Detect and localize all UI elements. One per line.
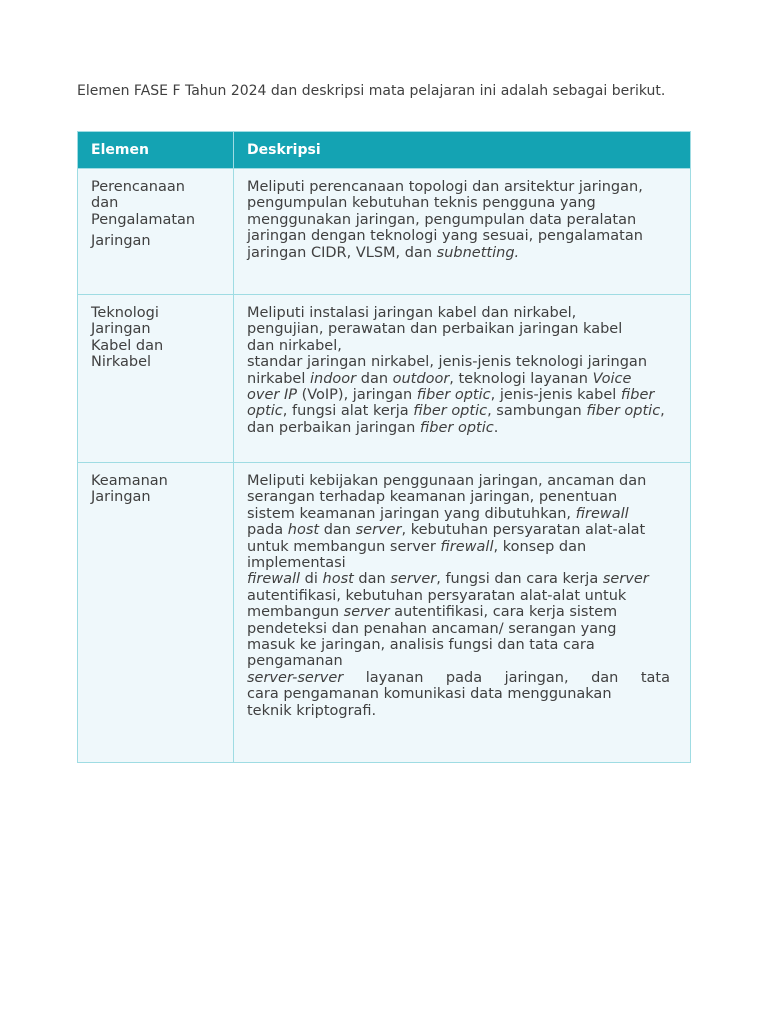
table-header-row — [78, 132, 691, 169]
text-fragment: pada — [247, 522, 288, 539]
italic-term: server — [355, 522, 402, 539]
text-fragment: . — [493, 419, 499, 436]
description-line: Meliputi kebijakan penggunaan jaringan, ancaman dan — [247, 473, 647, 489]
text-fragment: , fungsi alat kerja — [282, 403, 414, 420]
text-fragment: untuk membangun server — [247, 538, 441, 555]
element-name-line: Jaringan — [91, 321, 151, 338]
description-line: pengujian, perawatan dan perbaikan jaringan kabel — [247, 321, 623, 338]
description-line — [247, 539, 670, 555]
italic-term: firewall — [575, 505, 629, 522]
italic-term: subnetting. — [436, 244, 520, 261]
italic-term: server — [343, 604, 390, 621]
description-line — [247, 371, 670, 387]
description-line — [247, 387, 670, 403]
description-cell — [234, 463, 691, 763]
italic-term: firewall — [247, 571, 301, 588]
description-line: implementasi — [247, 555, 346, 572]
text-fragment: membangun — [247, 604, 344, 621]
text-fragment: autentifikasi, cara kerja sistem — [389, 604, 618, 621]
italic-term: fiber optic — [419, 419, 494, 436]
elements-table — [77, 131, 691, 763]
text-fragment: dan — [319, 522, 356, 539]
text-fragment: , teknologi layanan — [449, 370, 593, 387]
description-line — [247, 403, 670, 419]
text-fragment: , fungsi dan cara kerja — [436, 571, 603, 588]
description-line: dan nirkabel, — [247, 337, 342, 354]
italic-term: host — [287, 522, 320, 539]
text-fragment: , sambungan — [487, 403, 587, 420]
italic-term: server — [390, 571, 437, 588]
italic-term: fiber optic — [413, 403, 488, 420]
italic-term: server-server — [247, 669, 344, 686]
italic-term: fiber — [620, 387, 655, 404]
description-line — [247, 670, 670, 686]
text-fragment: nirkabel — [247, 370, 310, 387]
table-row — [78, 295, 691, 463]
element-name-line: Pengalamatan — [91, 211, 196, 228]
text-fragment: sistem keamanan jaringan yang dibutuhkan, — [247, 505, 576, 522]
description-line: serangan terhadap keamanan jaringan, penentuan — [247, 489, 618, 506]
element-name-line: Jaringan — [91, 233, 151, 250]
text-fragment: dan perbaikan jaringan — [247, 419, 420, 436]
description-cell — [234, 169, 691, 295]
description-line: teknik kriptografi. — [247, 702, 377, 719]
description-line — [247, 506, 670, 522]
description-line: pengamanan — [247, 653, 343, 670]
element-name-line: Nirkabel — [91, 354, 152, 371]
text-fragment: , jenis-jenis kabel — [490, 387, 621, 404]
description-line — [247, 420, 670, 436]
table-row — [78, 463, 691, 763]
italic-term: optic — [247, 403, 283, 420]
element-name-cell — [78, 169, 234, 295]
description-line: Meliputi instalasi jaringan kabel dan nirkabel, — [247, 305, 577, 321]
italic-term: indoor — [309, 370, 357, 387]
italic-term: outdoor — [392, 370, 450, 387]
element-name-line: Perencanaan — [91, 179, 185, 195]
italic-term: fiber optic — [586, 403, 661, 420]
text-fragment: , kebutuhan persyaratan alat-alat — [401, 522, 646, 539]
element-name-line: Jaringan — [91, 489, 151, 506]
description-line — [247, 571, 670, 587]
description-line: cara pengamanan komunikasi data menggunakan — [247, 686, 612, 703]
element-name-line: Keamanan — [91, 473, 168, 489]
description-line: jaringan dengan teknologi yang sesuai, pengalamatan — [247, 228, 643, 245]
description-line — [247, 245, 670, 261]
description-cell — [234, 295, 691, 463]
description-line: masuk ke jaringan, analisis fungsi dan tata cara — [247, 637, 595, 654]
italic-term: fiber optic — [416, 387, 491, 404]
italic-term: firewall — [440, 538, 494, 555]
italic-term: host — [322, 571, 354, 588]
description-line: menggunakan jaringan, pengumpulan data peralatan — [247, 211, 637, 228]
element-name-cell — [78, 463, 234, 763]
italic-term: Voice — [592, 370, 632, 387]
text-fragment: layanan pada jaringan, dan tata — [343, 669, 670, 686]
intro-paragraph: Elemen FASE F Tahun 2024 dan deskripsi mata pelajaran ini adalah sebagai berikut. — [77, 83, 666, 99]
header-deskripsi: Deskripsi — [234, 132, 691, 169]
header-elemen: Elemen — [78, 132, 234, 169]
description-line: Meliputi perencanaan topologi dan arsitektur jaringan, — [247, 179, 643, 195]
element-name-cell — [78, 295, 234, 463]
text-fragment: di — [300, 571, 323, 588]
description-line: standar jaringan nirkabel, jenis-jenis teknologi jaringan — [247, 354, 648, 371]
text-fragment: (VoIP), jaringan — [296, 387, 417, 404]
element-name-line: dan — [91, 195, 119, 212]
description-line — [247, 604, 670, 620]
element-name-line: Kabel dan — [91, 337, 164, 354]
italic-term: over IP — [247, 387, 297, 404]
description-line: autentifikasi, kebutuhan persyaratan alat-alat untuk — [247, 587, 627, 604]
element-name-line: Teknologi — [91, 305, 159, 321]
text-fragment: , — [660, 403, 665, 420]
text-fragment: dan — [353, 571, 391, 588]
text-fragment: jaringan CIDR, VLSM, dan — [247, 244, 437, 261]
table-row — [78, 169, 691, 295]
text-fragment: , konsep dan — [493, 538, 587, 555]
text-fragment: dan — [356, 370, 393, 387]
description-line — [247, 522, 670, 538]
description-line: pengumpulan kebutuhan teknis pengguna yang — [247, 195, 596, 212]
italic-term: server — [602, 571, 649, 588]
description-line: pendeteksi dan penahan ancaman/ serangan yang — [247, 620, 617, 637]
